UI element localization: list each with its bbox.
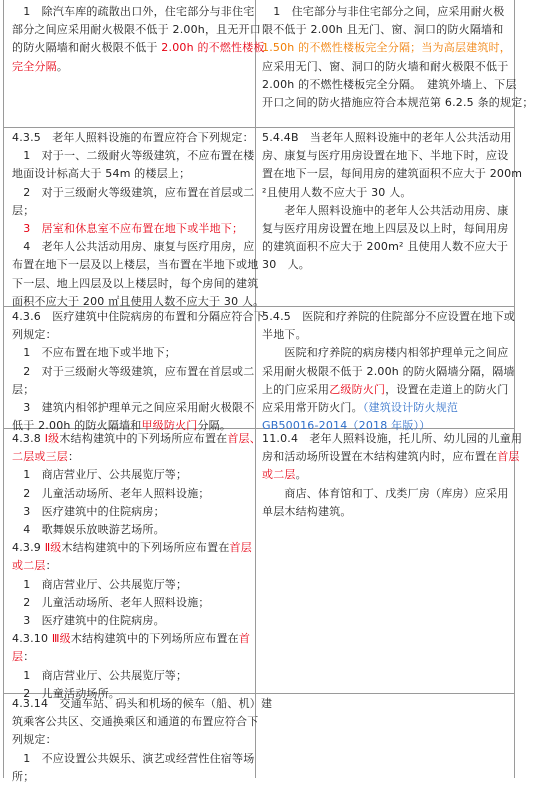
text-line	[262, 326, 512, 344]
text-line	[12, 21, 261, 39]
row-divider	[3, 127, 515, 128]
text-run: ：	[23, 650, 35, 664]
text-run: 1 住宅部分与非住宅部分之间，应采用耐火极	[262, 5, 505, 18]
text-run: 1 不应布置在地下或半地下；	[12, 346, 176, 360]
text-line	[12, 695, 273, 713]
text-line	[12, 539, 253, 557]
text-run: 4 老年人公共活动用房、康复与医疗用房，应	[12, 240, 255, 254]
highlighted-text: Ⅱ级	[44, 541, 62, 555]
highlighted-text: 完全分隔	[12, 59, 57, 73]
text-run: 老年人照料设施中的老年人公共活动用房、康	[262, 203, 509, 217]
text-run: 4.3.14 交通车站、码头和机场的候车（船、机）建	[12, 697, 273, 710]
text-run: 层；	[12, 203, 35, 217]
text-run: 2 儿童活动场所、老年人照料设施；	[12, 486, 210, 500]
text-line	[262, 94, 534, 112]
text-line	[12, 147, 253, 165]
text-run: ²且使用人数不应大于 30 人。	[262, 185, 412, 199]
row-2-right-cell	[262, 129, 523, 305]
text-run: 半地下。	[262, 328, 307, 342]
text-line	[262, 308, 515, 326]
text-line	[262, 147, 512, 165]
text-line	[12, 363, 253, 381]
text-line	[262, 39, 512, 57]
table-border-left	[3, 0, 4, 778]
highlighted-text: 乙级防火门	[329, 382, 386, 396]
text-line	[262, 58, 512, 76]
text-run: 2.00h 的不燃性楼板完全分隔。 建筑外墙上、下层	[262, 77, 517, 91]
text-line	[262, 485, 512, 503]
text-line	[12, 594, 253, 612]
text-line	[12, 576, 253, 594]
text-run: 。	[295, 468, 307, 482]
text-run: 部分之间应采用耐火极限不低于 2.00h，且无开口	[12, 23, 261, 37]
text-run: 的防火隔墙和耐火极限不低于	[12, 41, 162, 55]
text-run: 木结构建筑中的下列场所应布置在	[61, 541, 230, 555]
text-line	[262, 184, 512, 202]
text-run: 地面设计标高大于 54m 的楼层上；	[12, 167, 191, 181]
text-line	[12, 184, 253, 202]
text-run: 单层木结构建筑。	[262, 504, 352, 518]
text-line	[12, 256, 259, 274]
text-run: 置在地下一层，每间用房的建筑面积不应大于 200m	[262, 167, 523, 181]
row-3-left-cell	[12, 308, 265, 433]
text-run: 5.4.4B 当老年人照料设施中的老年人公共活动用	[262, 131, 512, 144]
text-line	[262, 448, 520, 466]
text-run: 4.3.9	[12, 541, 45, 555]
text-line	[12, 202, 253, 220]
highlighted-text: 或二层	[12, 559, 46, 573]
text-run: 3 医疗建筑中的住院病房；	[12, 504, 165, 518]
text-run: 面积不应大于 200 ㎡且使用人数不应大于 30 人。	[12, 294, 265, 308]
text-run: 3 医疗建筑中的住院病房。	[12, 614, 165, 628]
highlighted-text: 首层	[497, 450, 520, 464]
highlighted-text: 2.00h 的不燃性楼板	[161, 41, 265, 55]
text-run: 1 商店营业厅、公共展览厅等；	[12, 668, 188, 682]
text-line	[12, 326, 253, 344]
table-border-right	[514, 0, 515, 778]
text-run: 4.3.5 老年人照料设施的布置应符合下列规定：	[12, 131, 254, 144]
text-run: 所；	[12, 769, 35, 783]
text-line	[12, 381, 253, 399]
text-run: 应采用常开防火门。	[262, 401, 363, 415]
text-run: 5.4.5 医院和疗养院的住院部分不应设置在地下或	[262, 310, 515, 323]
text-line	[262, 129, 512, 147]
text-line	[12, 713, 259, 731]
text-line	[12, 667, 253, 685]
highlighted-text: 1.50h 的不燃性楼板完全分隔；当为高层建筑时，	[262, 41, 511, 55]
text-run: 11.0.4 老年人照料设施，托儿所、幼儿园的儿童用	[262, 432, 523, 445]
text-run: 筑乘客公共区、交通换乘区和通道的布置应符合下	[12, 715, 259, 729]
text-line	[12, 344, 253, 362]
text-line	[262, 202, 512, 220]
text-line	[12, 731, 253, 749]
text-line	[262, 256, 512, 274]
text-run: 复与医疗用房设置在地上四层及以上时，每间用房	[262, 222, 509, 236]
text-line	[12, 58, 253, 76]
text-line	[12, 768, 253, 786]
row-1-left-cell	[12, 3, 265, 125]
highlighted-text: 甲级防火门	[141, 419, 198, 433]
text-run: 开口之间的防火措施应符合本规范第 6.2.5 条的规定；	[262, 96, 534, 110]
text-line	[262, 3, 512, 21]
text-run: 2 儿童活动场所、老年人照料设施；	[12, 595, 210, 609]
row-4-right-cell	[262, 430, 523, 692]
text-run: ：	[45, 559, 57, 573]
text-line	[12, 557, 253, 575]
text-run: 房、康复与医疗用房设置在地下、半地下时，应设	[262, 149, 509, 163]
text-run: 医院和疗养院的病房楼内相邻护理单元之间应	[262, 346, 509, 360]
text-run: ：	[68, 450, 80, 464]
text-run: 采用耐火极限不低于 2.00h 的防火隔墙分隔，隔墙	[262, 364, 515, 378]
text-run: 上的门应采用	[262, 382, 330, 396]
text-line	[12, 485, 253, 503]
text-run: 1 除汽车库的疏散出口外，住宅部分与非住宅	[12, 5, 255, 18]
text-run: 下一层、地上四层及以上楼层时，每个房间的建筑	[12, 276, 259, 290]
text-line	[262, 344, 512, 362]
highlighted-text: Ⅰ级	[44, 432, 60, 445]
text-run: 列规定：	[12, 328, 57, 342]
table-border-middle	[255, 0, 256, 778]
text-run: 低于 2.00h 的防火隔墙和	[12, 419, 142, 433]
text-line	[12, 3, 253, 21]
row-1-right-cell	[262, 3, 534, 125]
text-run: ，设置在走道上的防火门	[385, 382, 509, 396]
highlighted-text: Ⅲ级	[51, 632, 71, 646]
text-run: 2 对于三级耐火等级建筑，应布置在首层或二	[12, 185, 255, 199]
text-run: 木结构建筑中的下列场所应布置在	[70, 632, 239, 646]
text-line	[12, 308, 265, 326]
text-line	[262, 220, 512, 238]
text-line	[12, 612, 253, 630]
text-line	[12, 238, 253, 256]
text-run: 2 儿童活动场所。	[12, 686, 120, 700]
row-3-right-cell	[262, 308, 515, 433]
text-run: 4.3.6 医疗建筑中住院病房的布置和分隔应符合下	[12, 310, 265, 323]
text-run: 1 商店营业厅、公共展览厅等；	[12, 577, 188, 591]
text-run: 4 歌舞娱乐放映游艺场所。	[12, 523, 165, 537]
highlighted-text: 3 居室和休息室不应布置在地下或半地下；	[12, 222, 244, 236]
highlighted-text: 或二层	[262, 468, 296, 482]
text-line	[12, 39, 265, 57]
text-line	[12, 430, 261, 448]
text-run: 2 对于三级耐火等级建筑，应布置在首层或二	[12, 364, 255, 378]
text-line	[262, 363, 515, 381]
text-line	[12, 220, 253, 238]
highlighted-text: 层	[12, 650, 24, 664]
text-line	[12, 129, 253, 147]
text-line	[262, 503, 512, 521]
text-run: 商店、体育馆和丁、戊类厂房（库房）应采用	[262, 486, 509, 500]
highlighted-text: 首层	[229, 541, 252, 555]
text-line	[12, 503, 253, 521]
highlighted-text: （建筑设计防火规范	[362, 401, 459, 415]
text-run: 分隔。	[197, 419, 232, 433]
text-line	[262, 399, 512, 417]
text-run: 。	[56, 59, 69, 73]
row-2-left-cell	[12, 129, 265, 308]
highlighted-text: GB50016-2014（2018 年版））	[262, 419, 431, 433]
text-run: 限不低于 2.00h 且无门、窗、洞口的防火隔墙和	[262, 23, 504, 37]
text-line	[262, 430, 523, 448]
highlighted-text: 二层或三层	[12, 450, 68, 464]
text-run: 30 人。	[262, 258, 310, 272]
text-line	[12, 630, 253, 648]
text-line	[262, 238, 512, 256]
text-line	[262, 466, 512, 484]
text-line	[262, 381, 512, 399]
text-line	[12, 750, 253, 768]
text-run: 应采用无门、窗、洞口的防火墙和耐火极限不低于	[262, 59, 509, 73]
text-line	[262, 76, 517, 94]
text-line	[12, 399, 253, 417]
text-run: 木结构建筑中的下列场所应布置在	[59, 432, 228, 445]
text-run: 1 不应设置公共娱乐、演艺或经营性住宿等场	[12, 751, 255, 765]
text-line	[12, 275, 259, 293]
text-run: 1 对于一、二级耐火等级建筑，不应布置在楼	[12, 149, 255, 163]
text-run: 层；	[12, 382, 35, 396]
text-line	[262, 165, 523, 183]
text-run: 1 商店营业厅、公共展览厅等；	[12, 468, 188, 482]
text-run: 的建筑面积不应大于 200m² 且使用人数不应大于	[262, 240, 509, 254]
text-line	[12, 448, 253, 466]
text-line	[12, 165, 253, 183]
text-line	[12, 648, 253, 666]
text-run: 4.3.8	[12, 432, 45, 445]
row-4-left-cell	[12, 430, 261, 700]
row-5-right-cell	[262, 695, 512, 778]
text-line	[262, 21, 512, 39]
highlighted-text: 首	[238, 632, 251, 646]
text-run: 3 建筑内相邻护理单元之间应采用耐火极限不	[12, 401, 255, 415]
highlighted-text: 首层、	[227, 432, 261, 445]
text-run: 列规定：	[12, 733, 57, 747]
text-line	[12, 466, 253, 484]
text-line	[12, 521, 253, 539]
text-run: 房和活动场所设置在木结构建筑内时，应布置在	[262, 450, 498, 464]
row-5-left-cell	[12, 695, 273, 783]
text-run: 布置在地下一层及以上楼层，当布置在半地下或地	[12, 258, 259, 272]
text-run: 4.3.10	[12, 632, 52, 646]
